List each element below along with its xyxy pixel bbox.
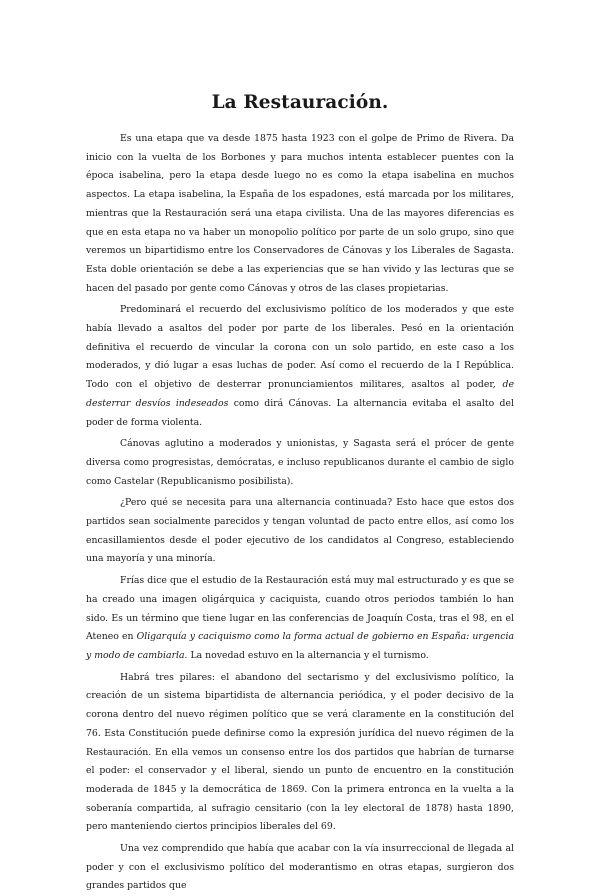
paragraph	[86, 840, 514, 896]
paragraph	[86, 301, 514, 432]
paragraph-text: Cánovas aglutino a moderados y unionistas, y Sagasta será el prócer de gente diversa como progresistas, demócratas, e incluso republicanos durante el cambio de siglo como Castelar (Republicanismo posibilista).	[86, 438, 514, 487]
paragraph-text: ¿Pero qué se necesita para una alternancia continuada? Esto hace que estos dos partidos sean socialmente parecidos y tengan voluntad de pacto entre ellos, así como los encasillamientos desde el poder ejecutivo de los candidatos al Congreso, estableciendo una mayoría y una minoría.	[86, 497, 514, 565]
italic-citation: Oligarquía y caciquismo como la forma actual de gobierno en España: urgencia y modo de cambiarla	[86, 631, 514, 661]
italic-citation: de desterrar desvíos indeseados	[86, 379, 514, 409]
document-body	[86, 130, 514, 896]
paragraph-text: Habrá tres pilares: el abandono del sectarismo y del exclusivismo político, la creación de un sistema bipartidista de alternancia periódica, y el poder decisivo de la corona dentro del nuevo régimen político que se verá claramente en la constitución del 76. Esta Constitución puede definirse como la expresión jurídica del nuevo régimen de la Restauración. En ella vemos un consenso entre los dos partidos que habrían de turnarse el poder: el conservador y el liberal, siendo un punto de encuentro en la constitución moderada de 1845 y la democrática de 1869. Con la primera entronca en la vuelta a la soberanía compartida, al sufragio censitario (con la ley electoral de 1878) hasta 1890, pero manteniendo ciertos principios liberales del 69.	[86, 671, 514, 833]
paragraph	[86, 435, 514, 491]
paragraph-text: como dirá Cánovas. La alternancia evitaba el asalto del poder de forma violenta.	[86, 397, 514, 428]
paragraph	[86, 494, 514, 569]
paragraph-text: Una vez comprendido que había que acabar con la vía insurreccional de llegada al poder y con el exclusivismo político del moderantismo en otras etapas, surgieron dos grandes partidos que	[86, 843, 514, 892]
paragraph-text: Es una etapa que va desde 1875 hasta 1923 con el golpe de Primo de Rivera. Da inicio con la vuelta de los Borbones y para muchos intenta establecer puentes con la época isabelina, pero la etapa desde luego no es como la etapa isabelina en muchos aspectos. La etapa isabelina, la España de los espadones, está marcada por los militares, mientras que la Restauración será una etapa civilista. Una de las mayores diferencias es que en esta etapa no va haber un monopolio político por parte de un solo grupo, sino que veremos un bipartidismo entre los Conservadores de Cánovas y los Liberales de Sagasta. Esta doble orientación se debe a las experiencias que se han vivido y las lecturas que se hacen del pasado por gente como Cánovas y otros de las clases propietarias.	[86, 133, 514, 294]
paragraph	[86, 572, 514, 666]
paragraph	[86, 130, 514, 298]
paragraph-text: Predominará el recuerdo del exclusivismo político de los moderados y que este había llevado a asaltos del poder por parte de los liberales. Pesó en la orientación definitiva el recuerdo de vincular la corona con un solo partido, en este caso a los moderados, y dió lugar a esas luchas de poder. Así como el recuerdo de la I República. Todo con el objetivo de desterrar pronunciamientos militares, asaltos al poder,	[86, 304, 514, 391]
paragraph-text: Frías dice que el estudio de la Restauración está muy mal estructurado y es que se ha creado una imagen oligárquica y caciquista, cuando otros periodos también lo han sido. Es un término que tiene lugar en las conferencias de Joaquín Costa, tras el 98, en el Ateneo en	[86, 575, 514, 643]
paragraph	[86, 669, 514, 837]
paragraph-text: . La novedad estuvo en la alternancia y el turnismo.	[184, 649, 429, 661]
page-title: La Restauración.	[211, 92, 389, 113]
